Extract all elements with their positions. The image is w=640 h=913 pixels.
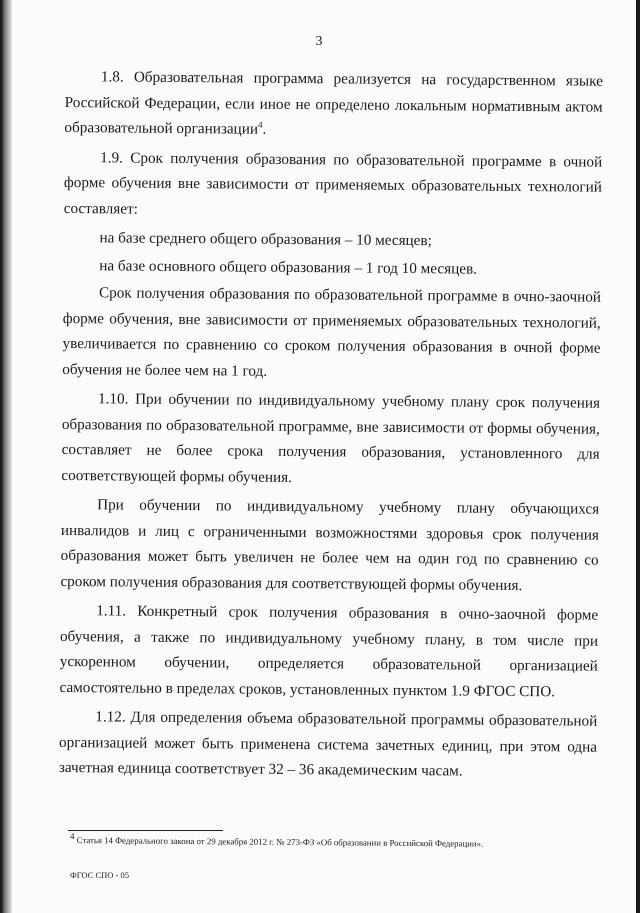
footnote-reference: 4 <box>257 119 263 130</box>
page-footer: ФГОС СПО - 05 <box>70 870 129 880</box>
paragraph-1-10: 1.10. При обучении по индивидуальному учебному плану срок получения образования по образовательной программе, вне зависимости от формы обучения, составляет не более срока получения образования, установленного для соответствующей формы обучения. <box>61 390 601 486</box>
paragraph-end: . <box>262 120 267 138</box>
document-page <box>2 0 636 913</box>
footnote-divider <box>68 830 223 831</box>
list-item-secondary: на базе среднего общего образования – 10 месяцев; <box>99 229 432 250</box>
paragraph-part-time: Срок получения образования по образовательной программе в очно-заочной форме обучения, вне зависимости от применяемых образовательных технологий, увеличивается по сравнению со сроком получения образования в очной форме обучения не более чем на 1 год. <box>62 284 602 380</box>
footnote-mark: 4 <box>69 831 75 842</box>
footnote-text: Статья 14 Федерального закона от 29 декабря 2012 г. № 273-ФЗ «Об образовании в Российской Федерации». <box>74 835 484 849</box>
paragraph-1-12: 1.12. Для определения объема образовательной программы образовательной организацией может быть применена система зачетных единиц, при этом одна зачетная единица соответствует 32 – 36 академическим часам. <box>58 708 598 780</box>
body-text <box>59 64 603 789</box>
scan-edge-shadow <box>2 0 12 913</box>
paragraph-disabled: При обучении по индивидуальному учебному плану обучающихся инвалидов и лиц с ограниченными возможностями здоровья срок получения образования может быть увеличен не более чем на один год по сравнению со сроком получения образования для соответствующей формы обучения. <box>60 496 600 594</box>
page-number: 3 <box>315 34 323 49</box>
list-item-basic: на базе основного общего образования – 1 год 10 месяцев. <box>99 256 478 278</box>
footnote <box>69 831 610 851</box>
paragraph-1-8 <box>64 64 603 145</box>
paragraph-1-11: 1.11. Конкретный срок получения образования в очно-заочной форме обучения, а также по индивидуальному учебному плану, в том числе при ускоренном обучении, определяется образовательной организацией самостоятельно в пределах сроков, установленных пунктом 1.9 ФГОС СПО. <box>59 602 599 700</box>
paragraph-text: 1.8. Образовательная программа реализуется на государственном языке Российской Федерации, если иное не определено локальным нормативным актом образовательной организации <box>64 68 603 138</box>
paragraph-1-9: 1.9. Срок получения образования по образовательной программе в очной форме обучения вне зависимости от применяемых образовательных технологий составляет: <box>63 148 603 218</box>
